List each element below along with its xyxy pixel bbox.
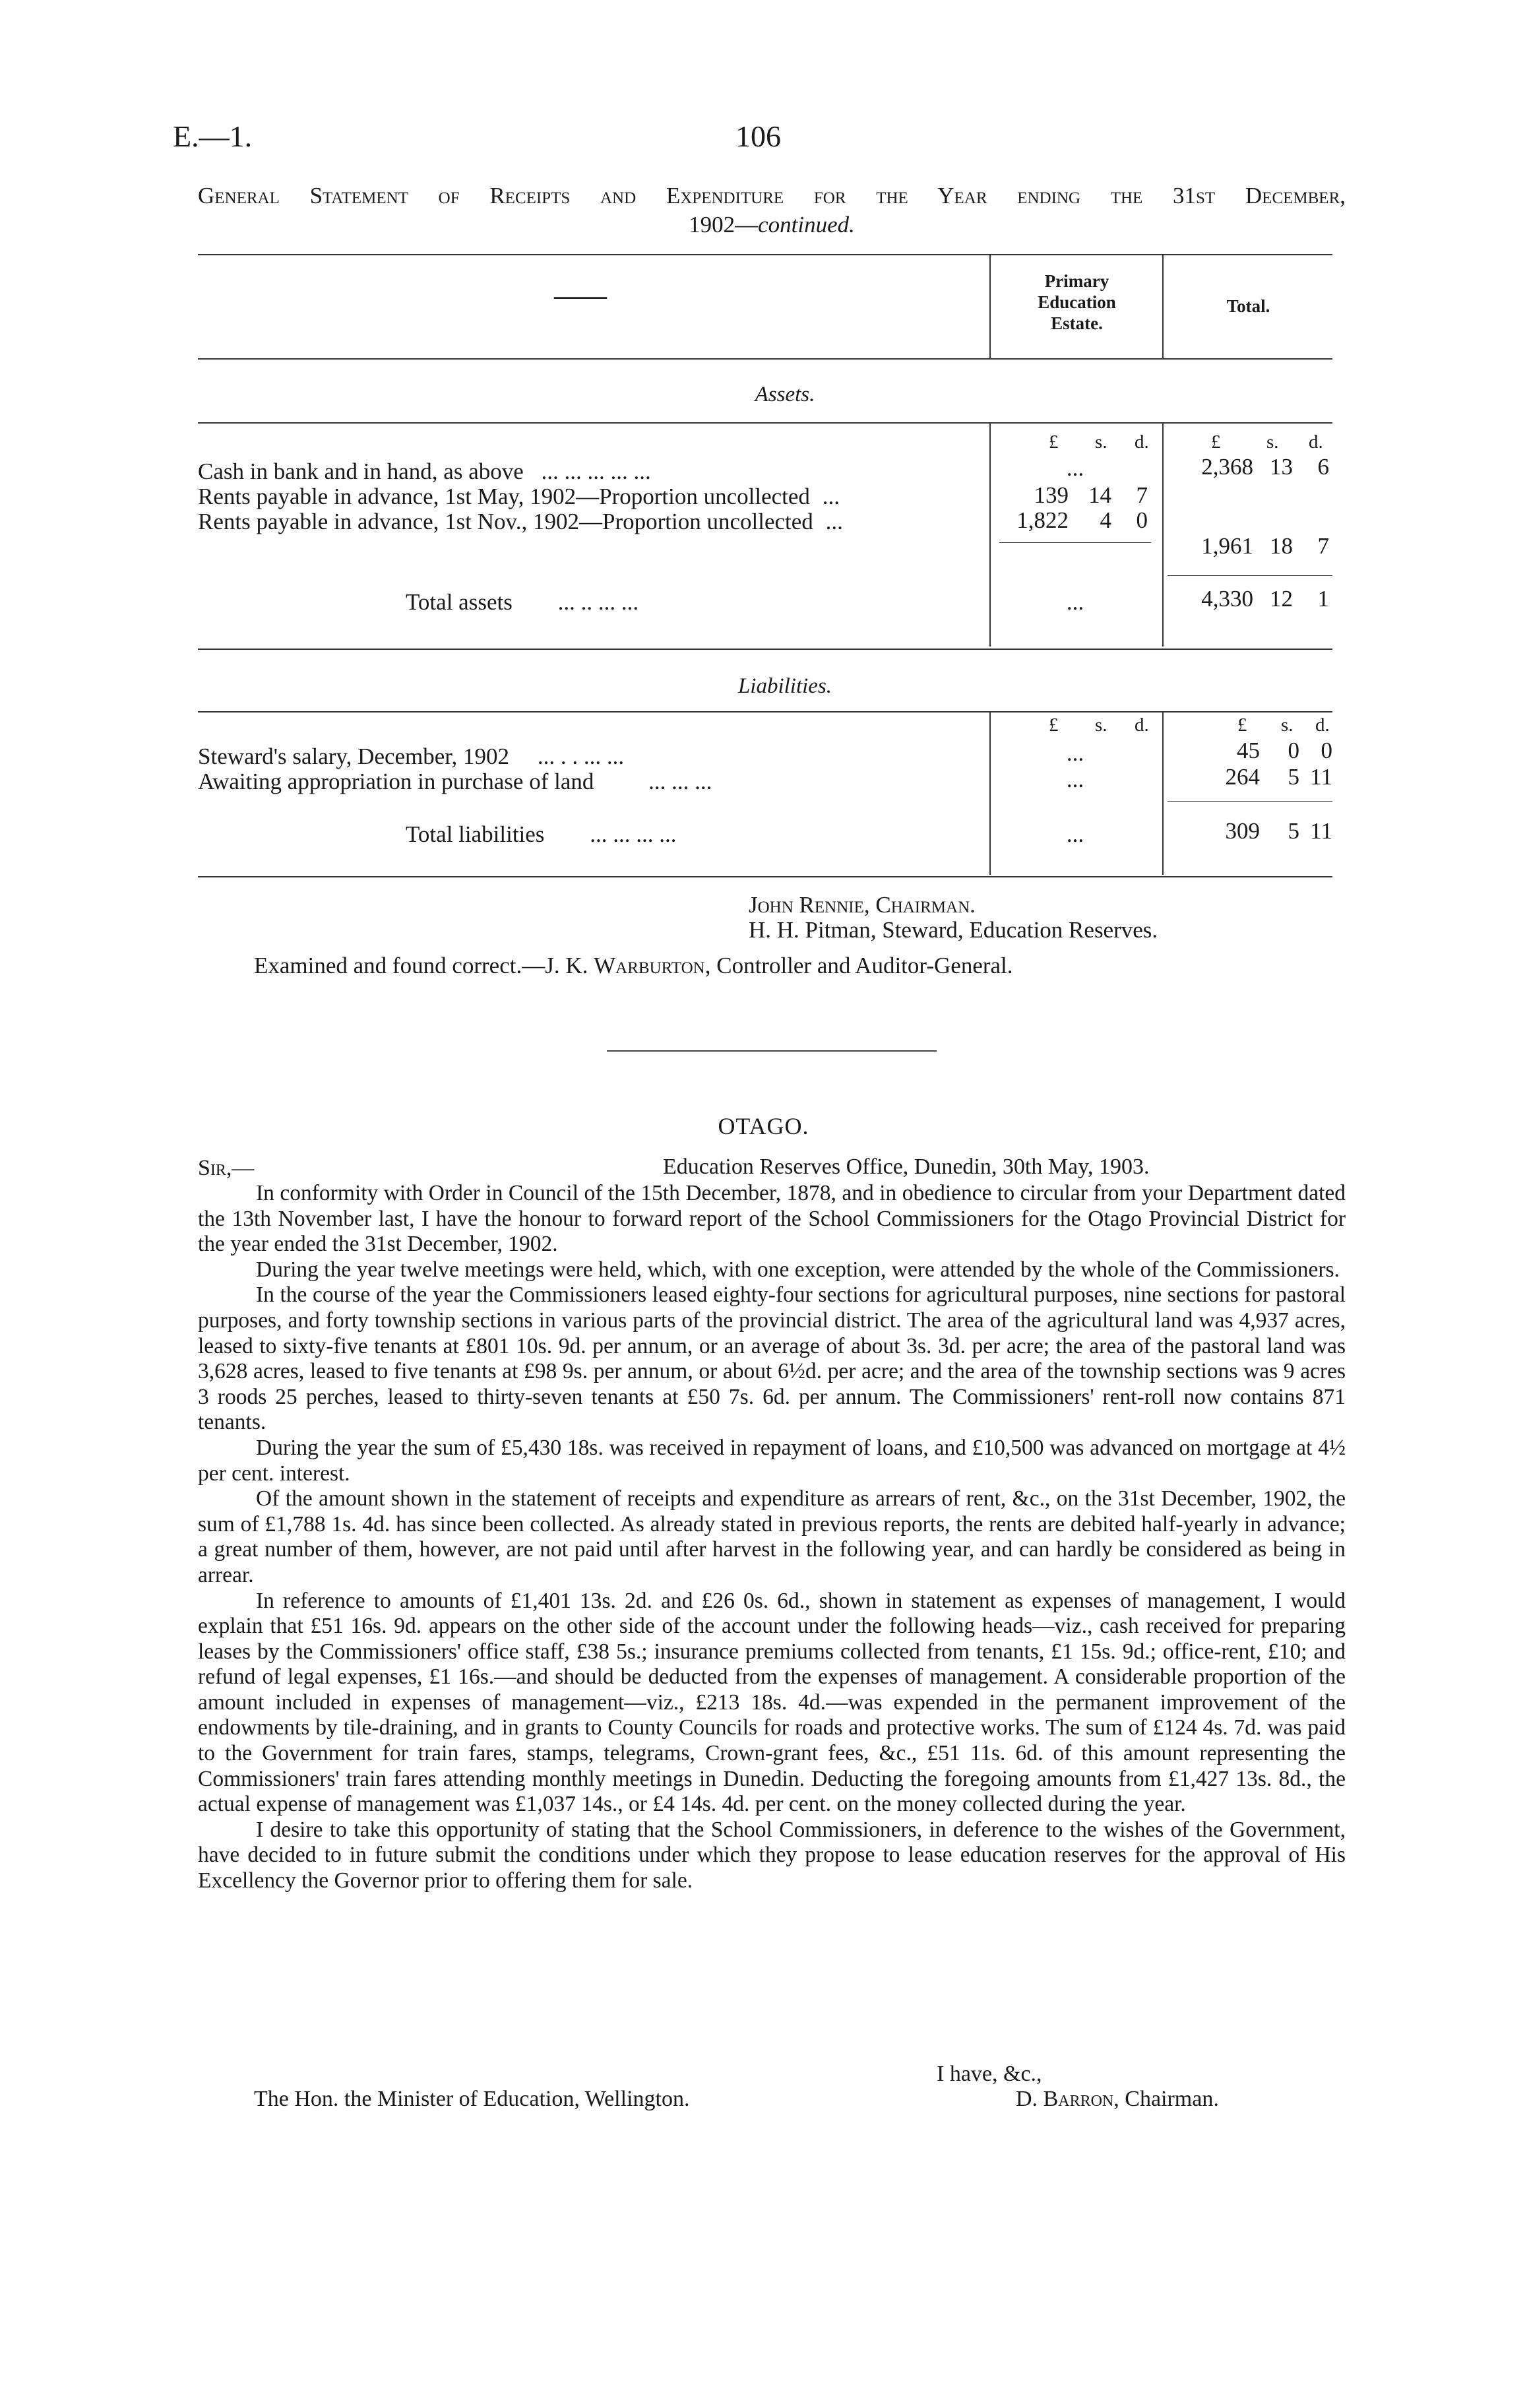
assets-heading: Assets. xyxy=(755,383,815,406)
auditor-line-pre: Examined and found correct.—J. K. xyxy=(254,953,594,978)
subtotal-shillings: 18 xyxy=(1270,533,1293,559)
leader-dots: ... .. ... ... xyxy=(557,589,639,615)
table-row xyxy=(198,769,712,795)
assets-col1-pence: d. xyxy=(1135,431,1149,453)
leader-dots: ... ... ... xyxy=(648,769,712,794)
assets-col-divider-2 xyxy=(1162,422,1164,647)
leader-dots: ... ... ... ... ... xyxy=(541,459,651,484)
statement-title xyxy=(198,181,1346,239)
title-continued: continued. xyxy=(758,212,855,238)
may-rents-shillings: 14 xyxy=(1088,482,1111,508)
may-rents-pence: 7 xyxy=(1136,482,1148,508)
paragraph: During the year the sum of £5,430 18s. was received in repayment of loans, and £10,500 was advanced on mortgage at 4½ per cent. interest. xyxy=(198,1435,1346,1486)
paragraph: Of the amount shown in the statement of receipts and expenditure as arrears of rent, &c., on the 31st December, 1902, the sum of £1,788 1s. 4d. has since been collected. As already stated in previous reports, the rents are debited half-yearly in advance; a great number of them, however, are not paid until after harvest in the following year, and can hardly be considered as being in arrear. xyxy=(198,1486,1346,1587)
land-pence: 11 xyxy=(1310,764,1332,790)
cash-total-shillings: 13 xyxy=(1270,454,1293,480)
leader-dots: ... ... ... ... xyxy=(590,821,677,847)
row-label: Rents payable in advance, 1st Nov., 1902—Proportion uncollected xyxy=(198,509,813,534)
primary-education-estate-header xyxy=(993,270,1161,334)
total-liabilities-shillings: 5 xyxy=(1288,818,1299,844)
page-number: 106 xyxy=(735,119,781,153)
document-id: E.—1. xyxy=(173,119,253,153)
liab-col1-shilling: s. xyxy=(1095,714,1107,736)
liab-col2-shilling: s. xyxy=(1281,714,1293,736)
salary-pounds: 45 xyxy=(1237,738,1260,763)
row-label: Steward's salary, December, 1902 xyxy=(198,744,510,769)
assets-col1-pound: £ xyxy=(1049,431,1059,453)
assets-col2-shilling: s. xyxy=(1266,431,1279,453)
signer-name: Barron xyxy=(1043,2087,1114,2111)
subtotal-pence: 7 xyxy=(1317,533,1329,559)
row-label: Rents payable in advance, 1st May, 1902—Proportion uncollected xyxy=(198,484,810,509)
total-assets-label: Total assets xyxy=(406,589,513,615)
assets-col2-pound: £ xyxy=(1211,431,1221,453)
header-bottom-rule xyxy=(198,358,1332,360)
cash-total-pounds: 2,368 xyxy=(1201,454,1253,480)
col1-header-line: Estate. xyxy=(1051,313,1103,333)
auditor-line xyxy=(254,953,1013,979)
paragraph: In the course of the year the Commissioners leased eighty-four sections for agricultural purposes, nine sections for pastoral purposes, and forty township sections in various parts of the provincial district. The area of the agricultural land was 4,937 acres, leased to sixty-five tenants at £801 10s. 9d. per annum, or an average of about 3s. 3d. per acre; the area of the pastoral land was 3,628 acres, leased to five tenants at £98 9s. per annum, or about 6½d. per acre; and the area of the township sections was 9 acres 3 roods 25 perches, leased to thirty-seven tenants at £50 7s. 6d. per annum. The Commissioners' rent-roll now contains 871 tenants. xyxy=(198,1283,1346,1435)
subtotal-pounds: 1,961 xyxy=(1201,533,1253,559)
row-label: Awaiting appropriation in purchase of land xyxy=(198,769,594,794)
liabilities-col-divider-1 xyxy=(989,711,991,875)
section-divider xyxy=(607,1050,937,1052)
cash-total-pence: 6 xyxy=(1317,454,1329,480)
leader-dots: ... . . ... ... xyxy=(537,744,625,769)
assets-col-divider-1 xyxy=(989,422,991,647)
paragraph: During the year twelve meetings were held, which, with one exception, were attended by the whole of the Commissioners. xyxy=(256,1257,1340,1282)
addressee: The Hon. the Minister of Education, Wellington. xyxy=(254,2087,690,2111)
total-header: Total. xyxy=(1226,296,1270,316)
total-assets-row xyxy=(406,589,639,616)
nov-rents-pounds: 1,822 xyxy=(1016,507,1069,533)
total-liabilities-row xyxy=(406,821,676,848)
letter-body xyxy=(198,1181,1346,1894)
assets-col2-pence: d. xyxy=(1309,431,1323,453)
total-liabilities-pence: 11 xyxy=(1310,818,1332,844)
total-assets-col1: ... xyxy=(1066,589,1084,615)
table-row xyxy=(198,509,843,535)
may-rents-pounds: 139 xyxy=(1034,482,1069,508)
header-col-divider-2 xyxy=(1162,254,1164,358)
col1-header-line: Primary xyxy=(1044,271,1109,291)
total-liabilities-col1: ... xyxy=(1066,821,1084,847)
total-liabilities-rule xyxy=(1168,801,1332,802)
liab-col2-pound: £ xyxy=(1237,714,1247,736)
signer-initial: D. xyxy=(1016,2087,1044,2111)
paragraph: In conformity with Order in Council of the 15th December, 1878, and in obedience to circular from your Department dated the 13th November last, I have the honour to forward report of the School Commissioners for the Otago Provincial District for the year ended the 31st December, 1902. xyxy=(198,1181,1346,1257)
table-row xyxy=(198,459,651,485)
col1-subtotal-rule xyxy=(999,542,1151,543)
salary-shillings: 0 xyxy=(1288,738,1299,763)
assets-col1-shilling: s. xyxy=(1095,431,1107,453)
blank-column-header: —— xyxy=(554,280,607,310)
total-liabilities-pounds: 309 xyxy=(1225,818,1260,844)
liab-col1-pound: £ xyxy=(1049,714,1059,736)
total-assets-rule xyxy=(1168,575,1332,576)
table-bottom-rule xyxy=(198,876,1332,877)
liab-col2-pence: d. xyxy=(1315,714,1330,736)
total-assets-pence: 1 xyxy=(1317,586,1329,612)
leader-dots: ... xyxy=(822,484,840,509)
auditor-name: Warburton xyxy=(594,953,705,978)
auditor-line-post: , Controller and Auditor-General. xyxy=(704,953,1013,978)
table-row xyxy=(198,744,624,770)
col1-header-line: Education xyxy=(1038,292,1116,312)
title-year: 1902— xyxy=(689,212,759,238)
leader-dots: ... xyxy=(825,509,843,534)
total-assets-shillings: 12 xyxy=(1270,586,1293,612)
statement-title-line1: General Statement of Receipts and Expenditure for the Year ending the 31st December, xyxy=(198,183,1346,208)
salutation: Sir,— xyxy=(198,1156,255,1180)
letter-signature xyxy=(1016,2087,1219,2112)
signer-title: , Chairman. xyxy=(1113,2087,1219,2111)
liabilities-heading: Liabilities. xyxy=(737,674,832,698)
paragraph: In reference to amounts of £1,401 13s. 2d. and £26 0s. 6d., shown in statement as expenses of management, I would explain that £51 16s. 9d. appears on the other side of the account under the following heads—viz., cash received for preparing leases by the Commissioners' office staff, £38 5s.; insurance premiums collected from tenants, £1 15s. 9d.; office-rent, £10; and refund of legal expenses, £1 16s.—and should be deducted from the expenses of management. A considerable proportion of the amount included in expenses of management—viz., £213 18s. 4d.—was expended in the permanent improvement of the endowments by tile-draining, and in grants to County Councils for roads and protective works. The sum of £124 4s. 7d. was paid to the Government for train fares, stamps, telegrams, Crown-grant fees, &c., £51 11s. 6d. of this amount representing the Commissioners' train fares attending monthly meetings in Dunedin. Deducting the foregoing amounts from £1,427 13s. 8d., the actual expense of management was £1,037 14s., or £4 14s. 4d. per cent. on the money collected during the year. xyxy=(198,1588,1346,1817)
total-assets-pounds: 4,330 xyxy=(1201,586,1253,612)
steward-signature: H. H. Pitman, Steward, Education Reserves. xyxy=(749,917,1158,943)
chairman-signature: John Rennie, Chairman. xyxy=(749,892,976,918)
salary-col1: ... xyxy=(1066,740,1084,766)
closing: I have, &c., xyxy=(937,2062,1042,2086)
salary-pence: 0 xyxy=(1321,738,1332,763)
header-col-divider-1 xyxy=(989,254,991,358)
otago-heading: OTAGO. xyxy=(718,1113,809,1139)
paragraph: I desire to take this opportunity of stating that the School Commissioners, in deference to the wishes of the Government, have decided to in future submit the conditions under which they propose to lease education reserves for the approval of His Excellency the Governor prior to offering them for sale. xyxy=(198,1817,1346,1893)
table-row xyxy=(198,484,840,510)
liabilities-col-divider-2 xyxy=(1162,711,1164,875)
cash-col1-value: ... xyxy=(1066,455,1084,481)
liab-col1-pence: d. xyxy=(1135,714,1149,736)
nov-rents-pence: 0 xyxy=(1136,507,1148,533)
dateline: Education Reserves Office, Dunedin, 30th May, 1903. xyxy=(663,1155,1150,1179)
land-col1: ... xyxy=(1066,767,1084,792)
nov-rents-shillings: 4 xyxy=(1100,507,1111,533)
land-shillings: 5 xyxy=(1288,764,1299,790)
total-liabilities-label: Total liabilities xyxy=(406,821,545,847)
statement-title-line2 xyxy=(198,210,1346,239)
row-label: Cash in bank and in hand, as above xyxy=(198,459,524,484)
assets-bottom-rule xyxy=(198,649,1332,650)
land-pounds: 264 xyxy=(1225,764,1260,790)
